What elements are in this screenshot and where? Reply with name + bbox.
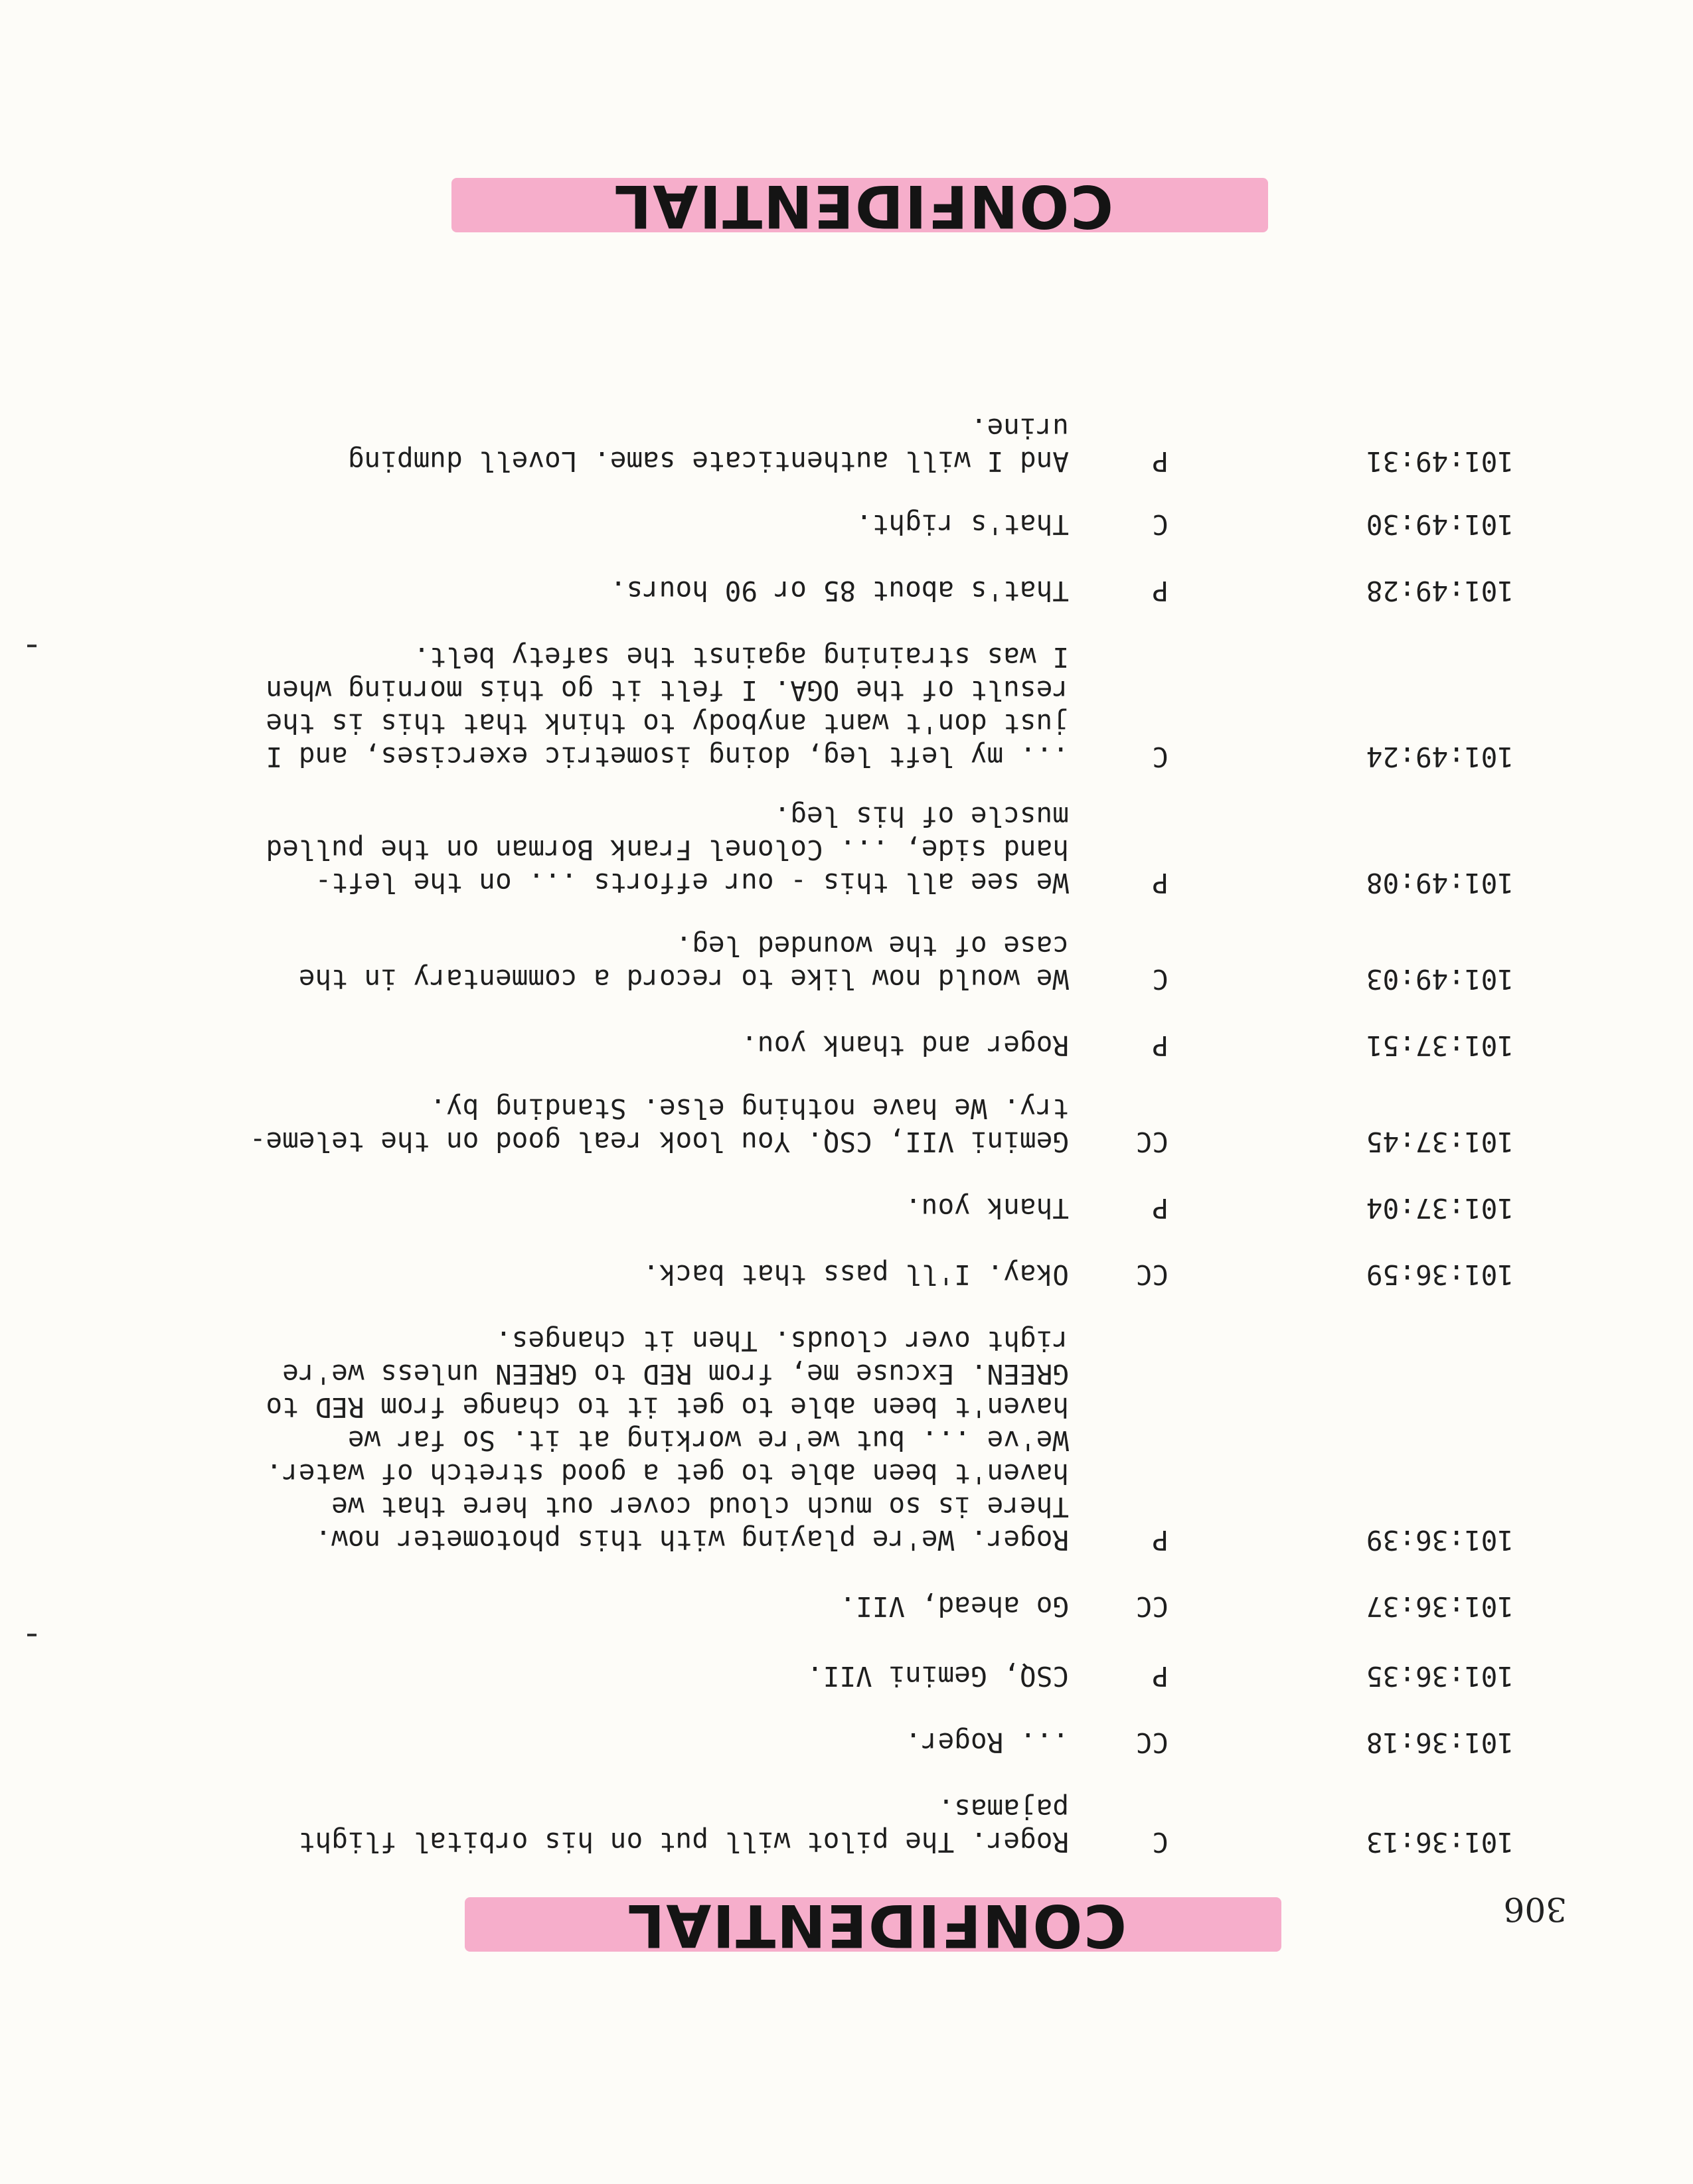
entry-speaker: P (1152, 867, 1169, 899)
stamp-text: CONFIDENTIAL (613, 172, 1113, 240)
margin-tick (27, 645, 37, 647)
entry-time: 101:49:24 (1366, 741, 1514, 773)
entry-time: 101:49:03 (1366, 963, 1514, 995)
entry-speaker: P (1152, 1524, 1169, 1556)
page-number: 306 (1503, 1890, 1567, 1928)
entry-text: Roger and thank you. (741, 1030, 1069, 1061)
entry-speaker: CC (1135, 1126, 1169, 1158)
entry-time: 101:49:08 (1366, 867, 1514, 899)
entry-time: 101:36:13 (1366, 1826, 1514, 1858)
entry-time: 101:36:18 (1366, 1727, 1514, 1758)
entry-time: 101:37:04 (1366, 1192, 1514, 1224)
entry-time: 101:36:35 (1366, 1660, 1514, 1692)
entry-time: 101:37:45 (1366, 1126, 1514, 1158)
entry-speaker: CC (1135, 1591, 1169, 1622)
margin-tick (27, 1634, 37, 1636)
entry-speaker: C (1152, 508, 1169, 540)
entry-text: Thank you. (905, 1192, 1069, 1224)
entry-text: Roger. The pilot will put on his orbital flight pajamas. (298, 1793, 1069, 1858)
entry-speaker: C (1152, 741, 1169, 773)
entry-text: That's about 85 or 90 hours. (609, 575, 1069, 607)
entry-text: Gemini VII, CSQ. You look real good on the teleme- try. We have nothing else. Standing by. (249, 1093, 1069, 1158)
entry-time: 101:36:39 (1366, 1524, 1514, 1556)
confidential-stamp-bottom (465, 173, 1261, 239)
entry-time: 101:36:59 (1366, 1259, 1514, 1290)
entry-text: And I will authenticate same. Lovell dumping urine. (347, 412, 1069, 477)
entry-text: ... Roger. (905, 1727, 1069, 1758)
entry-speaker: CC (1135, 1259, 1169, 1290)
entry-speaker: P (1152, 575, 1169, 607)
entry-time: 101:49:28 (1366, 575, 1514, 607)
entry-speaker: CC (1135, 1727, 1169, 1758)
entry-text: Roger. We're playing with this photometer now. There is so much cloud cover out here that we haven't been able to get a good stretch of water. We've ... but we're working at it. So far we haven't been able to get it to change from RED to GREEN. Excuse me, from RED to GREEN unless we're right over clouds. Then it changes. (266, 1325, 1069, 1556)
entry-speaker: C (1152, 963, 1169, 995)
entry-speaker: P (1152, 445, 1169, 477)
entry-time: 101:36:37 (1366, 1591, 1514, 1622)
entry-speaker: P (1152, 1660, 1169, 1692)
entry-text: ... my left leg, doing isometric exercises, and I just don't want anybody to think that this is the result of the OGA. I felt it go this morning when I was straining against the safety belt. (266, 641, 1069, 773)
entry-text: We see all this - our efforts ... on the left- hand side, ... Colonel Frank Borman on the pulled muscle of his leg. (266, 801, 1069, 899)
stamp-text: CONFIDENTIAL (626, 1891, 1127, 1960)
entry-time: 101:49:31 (1366, 445, 1514, 477)
entry-time: 101:37:51 (1366, 1030, 1514, 1061)
entry-time: 101:49:30 (1366, 508, 1514, 540)
entry-text: We would now like to record a commentary in the case of the wounded leg. (298, 930, 1069, 995)
entry-text: Okay. I'll pass that back. (643, 1259, 1069, 1290)
entry-speaker: P (1152, 1030, 1169, 1061)
entry-text: CSQ, Gemini VII. (807, 1660, 1069, 1692)
entry-speaker: C (1152, 1826, 1169, 1858)
entry-speaker: P (1152, 1192, 1169, 1224)
entry-text: Go ahead, VII. (839, 1591, 1069, 1622)
entry-text: That's right. (856, 508, 1069, 540)
